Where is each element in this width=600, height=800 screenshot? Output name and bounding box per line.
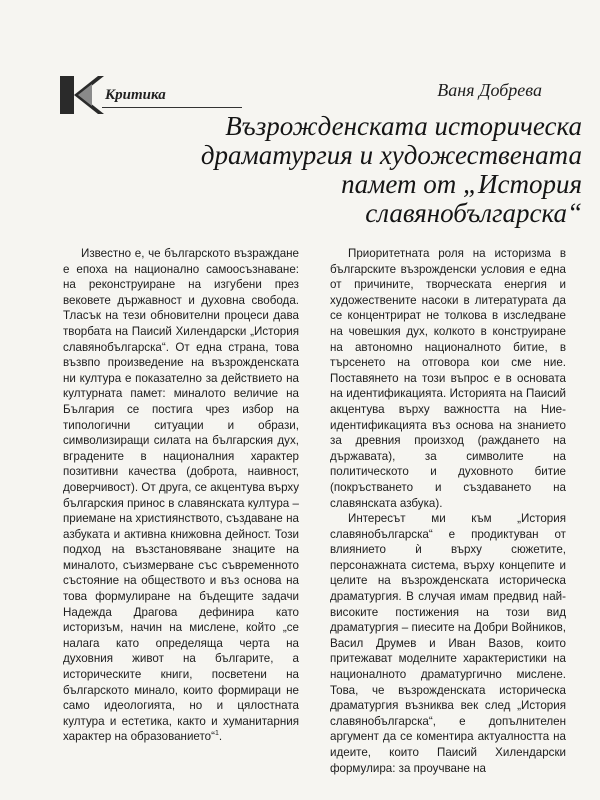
article-title: [150, 112, 582, 228]
paragraph: Интересът ми към „История славянобългарска“ е продиктуван от влиянието ѝ върху сюжетите, персонажната система, върху концепите и целите на възрожденската историческа драматургия. В случая имам предвид най-високите постижения на този вид драматургия – пиесите на Добри Войников, Васил Друмев и Иван Вазов, които притежават моделните характеристики на националното драматургично мислене. Това, че възрожденската историческа драматургия възниква век след „История славянобългарска“, е допълнителен аргумент да се коментира актуалността на идеите, които Паисий Хилендарски формулира: за проучване на: [330, 512, 566, 775]
paragraph: Приоритетната роля на историзма в българските възрожденски условия е една от причините, творческата енергия и художествените насоки в литературата да се концентрират не толкова в изследване на човешкия дух, колкото в конструиране на автономно националното битие, в търсенето на отговора кои сме ние. Поставянето на този въпрос е в основата на идентификацията. Историята на Паисий акцентува върху важността на Ние-идентификацията въз основа на знанието за древния произход (раждането на държавата), за символите на политическото и духовното битие (покръстването и създаването на славянската азбука).: [330, 247, 566, 510]
section-emblem-icon: [58, 74, 106, 116]
paragraph-text: Известно е, че българското възраждане е епоха на национално самоосъзнаване: на реконструиране на изгубени през вековете държавност и духовна свобода. Тласък на тези обновителни процеси дава творбата на Паисий Хилендарски „История славянобългарска“. От една страна, това възвпо произведение на възрожденската ни култура е показателно за действието на културната памет: миналото величие на България се постига чрез избор на типологични ситуации и образи, символизиращи силата на българския дух, вградените в националния характер позитивни качества (доброта, наивност, доверчивост). От друга, се акцентува върху българския принос в славянската култура – приемане на християнството, създаване на азбуката и активна книжовна дейност. Този подход на възстановяване знаците на миналото, съизмерване със съвременното състояние на обществото и въз основа на това формулиране на бъдещите задачи Надежда Драгова дефинира като историзъм, начин на мислене, който „се налага като определяща черта на духовния живот на българите, а историческите книги, посветени на българското минало, които формираци не само идеологията, но и цялостната култура и естетика, както и хуманитарния характер на образованието“: [63, 247, 299, 744]
article-author: Ваня Добрева: [437, 80, 542, 100]
text-column-right: [330, 246, 566, 776]
section-rule: [102, 107, 242, 108]
footnote-mark: 1: [214, 730, 219, 738]
title-line: Възрожденската историческа: [225, 111, 582, 141]
text-column-left: [63, 246, 299, 745]
section-label: Критика: [105, 87, 166, 103]
title-line: драматургия и художествената: [200, 140, 582, 170]
title-line: памет от „История: [341, 169, 582, 199]
title-line: славянобългарска“: [365, 198, 582, 228]
paragraph: [63, 246, 299, 745]
paragraph-end: .: [218, 730, 223, 744]
section-header: [58, 74, 168, 114]
